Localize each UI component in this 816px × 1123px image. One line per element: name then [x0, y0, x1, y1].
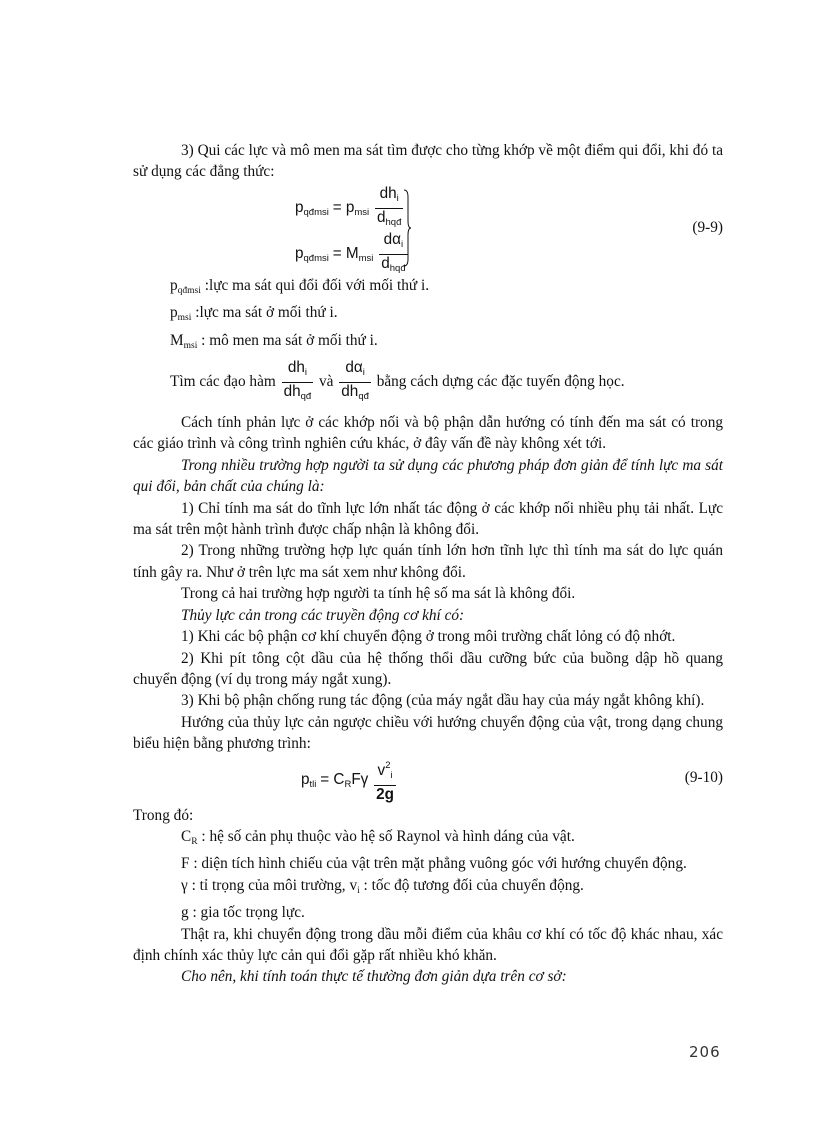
paragraph: Hướng của thủy lực cản ngược chiều với hướng chuyển động của vật, trong dạng chung biểu hiện bằng phương trình: — [133, 713, 723, 753]
eq-symbol: = M — [332, 244, 359, 262]
equation-number: (9-10) — [684, 768, 723, 786]
deriv-and: và — [319, 373, 334, 391]
page-body — [133, 140, 723, 988]
equation-line — [301, 757, 398, 804]
def-text: : mô men ma sát ở mối thứ i. — [201, 331, 378, 349]
def-symbol: p — [170, 276, 178, 294]
denominator: dh — [283, 383, 301, 401]
eq-subscript: R — [344, 778, 352, 790]
definition — [133, 275, 723, 302]
equation-line — [295, 231, 410, 278]
numerator: dα — [383, 230, 402, 248]
eq-subscript: i — [390, 769, 393, 781]
def-text: :lực ma sát ở mối thứ i. — [195, 304, 338, 322]
equation-9-9 — [133, 183, 723, 275]
eq-symbol: p — [301, 770, 310, 788]
definition: g : gia tốc trọng lực. — [181, 904, 305, 922]
def-text: : hệ số cản phụ thuộc vào hệ số Raynol và hình dáng của vật. — [197, 827, 575, 845]
definition — [133, 826, 723, 853]
paragraph: Trong cả hai trường hợp người ta tính hệ số ma sát là không đổi. — [181, 585, 576, 603]
paragraph: 1) Khi các bộ phận cơ khí chuyển động ở trong môi trường chất lỏng có độ nhớt. — [181, 628, 676, 646]
numerator: v — [377, 761, 386, 779]
paragraph: 3) Qui các lực và mô men ma sát tìm được cho từng khớp về một điểm qui đổi, khi đó ta sử dụng các đẳng thức: — [133, 142, 723, 181]
definition — [133, 302, 723, 329]
eq-subscript: msi — [354, 206, 370, 218]
denominator: d — [377, 208, 386, 226]
eq-subscript: qđmsi — [303, 252, 329, 264]
fraction — [375, 185, 403, 232]
def-symbol: C — [181, 827, 192, 845]
equation-number: (9-9) — [692, 218, 723, 236]
eq-subscript: i — [304, 367, 307, 379]
eq-symbol: = p — [332, 198, 355, 216]
eq-symbol: p — [295, 244, 304, 262]
deriv-lead: Tìm các đạo hàm — [170, 373, 276, 391]
eq-symbol: p — [295, 198, 304, 216]
paragraph: Trong đó: — [133, 806, 194, 824]
numerator: dh — [379, 184, 397, 202]
fraction — [374, 757, 396, 804]
denominator: d — [381, 254, 390, 272]
def-symbol: p — [170, 304, 178, 322]
eq-subscript: i — [401, 238, 404, 250]
eq-subscript: msi — [358, 252, 374, 264]
eq-subscript: qđ — [300, 391, 312, 403]
right-brace-icon — [403, 189, 411, 267]
numerator: dα — [345, 359, 363, 377]
paragraph: Cách tính phản lực ở các khớp nối và bộ phận dẫn hướng có tính đến ma sát có trong các giáo trình và công trình nghiên cứu khác, ở đây vấn đề này không xét tới. — [133, 414, 723, 453]
deriv-tail: bằng cách dựng các đặc tuyến động học. — [376, 373, 625, 391]
eq-subscript: hqđ — [385, 216, 402, 228]
paragraph: Cho nên, khi tính toán thực tế thường đơn giản dựa trên cơ sở: — [181, 968, 567, 986]
denominator: 2g — [376, 785, 395, 803]
numerator: dh — [287, 359, 305, 377]
def-subscript: qđmsi — [177, 285, 201, 296]
paragraph: Thật ra, khi chuyển động trong dầu mỗi điểm của khâu cơ khí có tốc độ khác nhau, xác định chính xác thủy lực cản qui đổi gặp rất nhiều khó khăn. — [133, 925, 723, 964]
page-number: 206 — [689, 1043, 721, 1061]
def-text: :lực ma sát qui đổi đối với mối thứ i. — [204, 276, 430, 294]
def-text: : tốc độ tương đối của chuyển động. — [359, 876, 584, 894]
denominator: dh — [341, 383, 359, 401]
equation-line — [295, 185, 405, 232]
eq-subscript: hqđ — [389, 262, 406, 274]
def-symbol: M — [170, 331, 184, 349]
eq-symbol: = C — [320, 770, 345, 788]
eq-subscript: i — [362, 367, 365, 379]
def-text: γ : tỉ trọng của môi trường, v — [181, 876, 358, 894]
definition: F : diện tích hình chiếu của vật trên mặt phẳng vuông góc với hướng chuyển động. — [181, 855, 687, 873]
paragraph: Trong nhiều trường hợp người ta sử dụng các phương pháp đơn giản để tính lực ma sát qui đổi, bản chất của chúng là: — [133, 456, 723, 496]
def-subscript: i — [357, 885, 360, 896]
paragraph: 2) Khi pít tông cột dầu của hệ thống thổi dầu cưỡng bức của buồng dập hồ quang chuyển động (ví dụ trong máy ngắt xung). — [133, 649, 723, 688]
fraction — [339, 359, 371, 406]
eq-subscript: tli — [309, 778, 317, 790]
paragraph: Thủy lực cản trong các truyền động cơ khí có: — [181, 606, 465, 624]
definition — [133, 875, 723, 902]
def-subscript: R — [191, 836, 198, 847]
eq-subscript: i — [396, 192, 399, 204]
eq-subscript: qđ — [358, 391, 369, 403]
definition — [133, 330, 723, 357]
derivative-line — [133, 359, 723, 406]
equation-9-10 — [133, 755, 723, 805]
def-subscript: msi — [177, 313, 192, 324]
paragraph: 2) Trong những trường hợp lực quán tính lớn hơn tĩnh lực thì tính ma sát do lực quán tính gây ra. Như ở trên lực ma sát xem như không đổi. — [133, 542, 723, 581]
eq-symbol: Fγ — [351, 770, 369, 788]
eq-superscript: 2 — [385, 759, 391, 771]
fraction — [282, 359, 314, 406]
paragraph: 3) Khi bộ phận chống rung tác động (của máy ngắt dầu hay của máy ngắt không khí). — [181, 692, 705, 710]
eq-subscript: qđmsi — [303, 206, 329, 218]
def-subscript: msi — [183, 340, 198, 351]
paragraph: 1) Chỉ tính ma sát do tĩnh lực lớn nhất tác động ở các khớp nối nhiều phụ tải nhất. Lực ma sát trên một hành trình được chấp nhận là không đổi. — [133, 499, 723, 539]
